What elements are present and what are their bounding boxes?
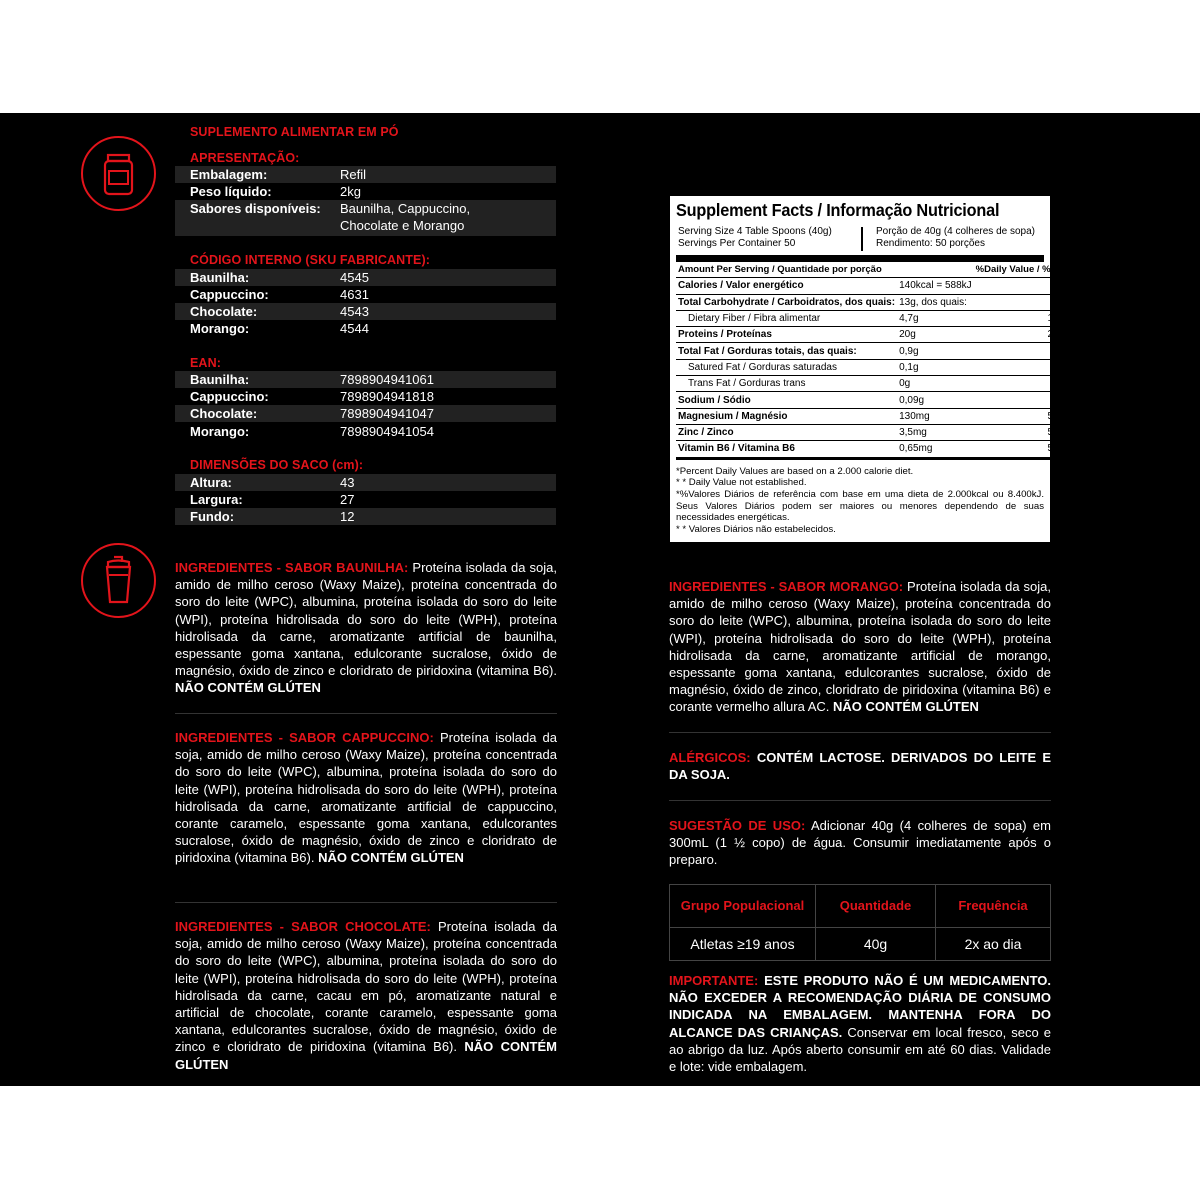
nutrition-footnotes [676, 466, 1044, 536]
nutrient-dv: 7% [974, 278, 1070, 294]
row-label: Peso líquido: [190, 184, 272, 199]
nutrient-dv: 50% [974, 424, 1070, 440]
divider [175, 713, 557, 714]
nutrient-row [676, 376, 1070, 392]
nutrient-row [676, 294, 1070, 310]
row-label: Sabores disponíveis: [190, 201, 321, 216]
row-value: 7898904941047 [340, 406, 434, 421]
serving-info [676, 226, 1044, 262]
row-value: 7898904941818 [340, 389, 434, 404]
nutrient-header-row [676, 262, 1070, 278]
jar-icon-circle [81, 136, 156, 211]
nutrient-row [676, 343, 1070, 359]
dims-heading: DIMENSÕES DO SACO (cm): [190, 458, 364, 472]
gluten-free-note: NÃO CONTÉM GLÚTEN [175, 680, 321, 696]
gluten-free-note: NÃO CONTÉM GLÚTEN [318, 850, 464, 866]
nutrient-dv: 4% [974, 294, 1070, 310]
presentation-row [175, 183, 556, 200]
ingredients-vanilla [175, 559, 557, 697]
row-value: 4544 [340, 321, 369, 336]
nutrient-amount: 0g [897, 376, 974, 392]
row-value: Baunilha, Cappuccino, [340, 201, 471, 216]
important-text: Conservar em local fresco, seco e ao abrigo da luz. Após aberto consumir em até 60 dias. Validade e lote: vide embalagem. [669, 1024, 1052, 1075]
nutrient-amount: 0,1g [897, 359, 974, 375]
nutrient-name: Total Carbohydrate / Carboidratos, dos quais: [676, 294, 897, 310]
allergens-label: ALÉRGICOS: [669, 750, 751, 765]
presentation-row [175, 200, 556, 236]
nutrient-dv: 1% [974, 392, 1070, 408]
nutrient-amount: 0,09g [897, 392, 974, 408]
sku-row [175, 286, 556, 303]
dosage-table [669, 884, 1051, 961]
nutrient-row [676, 310, 1070, 326]
presentation-heading: APRESENTAÇÃO: [190, 151, 300, 165]
row-value-line2: Chocolate e Morango [340, 218, 465, 233]
nutrient-name: Proteins / Proteínas [676, 327, 897, 343]
row-label: Altura: [190, 475, 232, 490]
dosage-header: Grupo Populacional [670, 885, 816, 928]
divider [175, 902, 557, 903]
nutrient-row [676, 327, 1070, 343]
row-value: 2kg [340, 184, 361, 199]
shaker-bottle-icon [83, 545, 154, 616]
nutrient-name: Sodium / Sódio [676, 392, 897, 408]
nutrient-name: Satured Fat / Gorduras saturadas [676, 359, 897, 375]
divider [669, 732, 1051, 733]
sku-row [175, 269, 556, 286]
row-label: Baunilha: [190, 270, 250, 285]
row-value: 27 [340, 492, 355, 507]
row-label: Morango: [190, 424, 250, 439]
nutrient-dv: 27% [974, 327, 1070, 343]
ingredients-label: INGREDIENTES - SABOR CHOCOLATE: [175, 919, 431, 934]
ingredients-text: Proteína isolada da soja, amido de milho ceroso (Waxy Maize), proteína concentrada do soro do leite (WPC), albumina, proteína isolada do soro do leite (WPI), proteína hidrolisada do soro do leite (WPH), proteína hidrolisada da carne, aromatizante artificial de morango, espessante goma xantana, edulcorantes sucralose, óxido de magnésio, óxido de zinco, cloridrato de piridoxina (vitamina B6) e corante vermelho allura AC. [669, 579, 1051, 715]
nutrient-row [676, 392, 1070, 408]
header-amount: Amount Per Serving / Quantidade por porção [676, 262, 974, 278]
nutrient-amount: 13g, dos quais: [897, 294, 974, 310]
ingredients-label: INGREDIENTES - SABOR MORANGO: [669, 579, 904, 594]
dosage-cell: 40g [816, 928, 936, 961]
row-label: Fundo: [190, 509, 235, 524]
divider [669, 800, 1051, 801]
nutrient-name: Calories / Valor energético [676, 278, 897, 294]
nutrient-row [676, 359, 1070, 375]
ean-heading: EAN: [190, 356, 221, 370]
ingredients-cappuccino [175, 729, 557, 867]
ean-row [175, 423, 556, 440]
row-label: Chocolate: [190, 304, 258, 319]
nutrient-amount: 0,9g [897, 343, 974, 359]
presentation-row [175, 166, 556, 183]
nutrient-amount: 20g [897, 327, 974, 343]
row-label: Cappuccino: [190, 389, 269, 404]
nutrient-dv: 50% [974, 441, 1070, 458]
sku-heading: CÓDIGO INTERNO (SKU FABRICANTE): [190, 253, 430, 267]
gluten-free-note: NÃO CONTÉM GLÚTEN [175, 1039, 557, 1072]
product-type-title: SUPLEMENTO ALIMENTAR EM PÓ [190, 125, 399, 139]
dosage-header: Frequência [936, 885, 1051, 928]
nutrient-amount: 140kcal = 588kJ [897, 278, 974, 294]
ingredients-label: INGREDIENTES - SABOR BAUNILHA: [175, 560, 409, 575]
gluten-free-note: NÃO CONTÉM GLÚTEN [833, 699, 979, 715]
row-label: Baunilha: [190, 372, 250, 387]
rendimento: Rendimento: 50 porções [876, 238, 985, 249]
row-label: Largura: [190, 492, 243, 507]
footnote: *%Valores Diários de referência com base em uma dieta de 2.000kcal ou 8.400kJ. Seus Valores Diários podem ser maiores ou menores dependendo de suas necessidades energéticas. [676, 488, 1044, 524]
nutrient-dv: 2% [974, 343, 1070, 359]
nutrient-row [676, 278, 1070, 294]
footnote: *Percent Daily Values are based on a 2.000 calorie diet. [676, 465, 914, 477]
usage-text: Adicionar 40g (4 colheres de sopa) em 300mL (1 ½ copo) de água. Consumir imediatamente após o preparo. [669, 818, 1051, 868]
dims-row [175, 474, 556, 491]
row-label: Morango: [190, 321, 250, 336]
servings-per-container: Servings Per Container 50 [678, 238, 796, 249]
nutrient-dv: 50% [974, 408, 1070, 424]
jar-icon [83, 138, 154, 209]
footnote: * * Valores Diários não estabelecidos. [676, 524, 836, 536]
header-dv: %Daily Value / %VD* [974, 262, 1070, 278]
dosage-cell: Atletas ≥19 anos [670, 928, 816, 961]
ingredients-text: Proteína isolada da soja, amido de milho ceroso (Waxy Maize), proteína concentrada do soro do leite (WPC), albumina, proteína isolada do soro do leite (WPI), proteína hidrolisada do soro do leite (WPH), proteína hidrolisada da carne, aromatizante artificial de cappuccino, corante caramelo, espessante goma xantana, edulcorantes sucralose, óxido de magnésio, óxido de zinco e cloridrato de piridoxina (vitamina B6). [175, 730, 557, 866]
important-warning: ESTE PRODUTO NÃO É UM MEDICAMENTO. NÃO EXCEDER A RECOMENDAÇÃO DIÁRIA DE CONSUMO INDICADA NA EMBALAGEM. MANTENHA FORA DO ALCANCE DAS CRIANÇAS. [669, 973, 1051, 1040]
nutrient-row [676, 424, 1070, 440]
row-value: 4545 [340, 270, 369, 285]
nutrient-row [676, 441, 1070, 458]
ean-row [175, 405, 556, 422]
row-value: 7898904941061 [340, 372, 434, 387]
row-value: 4543 [340, 304, 369, 319]
nutrition-title: Supplement Facts / Informação Nutricional [676, 200, 1000, 220]
footnote: * * Daily Value not established. [676, 477, 807, 489]
serving-info-pt [876, 226, 1035, 250]
ingredients-chocolate [175, 918, 557, 1073]
dims-row [175, 491, 556, 508]
dosage-row [670, 928, 1051, 961]
nutrient-amount: 0,65mg [897, 441, 974, 458]
nutrient-amount: 3,5mg [897, 424, 974, 440]
row-value: Refil [340, 167, 367, 182]
important-note [669, 972, 1051, 1075]
nutrient-amount: 130mg [897, 408, 974, 424]
allergens-note [669, 749, 1051, 783]
usage-label: SUGESTÃO DE USO: [669, 818, 806, 833]
row-label: Chocolate: [190, 406, 258, 421]
ean-row [175, 371, 556, 388]
nutrient-dv: 1% [974, 359, 1070, 375]
dosage-cell: 2x ao dia [936, 928, 1051, 961]
serving-size: Serving Size 4 Table Spoons (40g) [678, 226, 832, 237]
nutrient-amount: 4,7g [897, 310, 974, 326]
sku-row [175, 320, 556, 337]
ean-row [175, 388, 556, 405]
ingredients-strawberry [669, 578, 1051, 716]
nutrient-dv: 19% [974, 310, 1070, 326]
nutrient-name: Magnesium / Magnésio [676, 408, 897, 424]
dosage-header-row [670, 885, 1051, 928]
row-value: 12 [340, 509, 355, 524]
dims-row [175, 508, 556, 525]
shaker-icon-circle [81, 543, 156, 618]
nutrient-name: Dietary Fiber / Fibra alimentar [676, 310, 897, 326]
nutrient-name: Total Fat / Gorduras totais, das quais: [676, 343, 897, 359]
usage-suggestion [669, 817, 1051, 869]
important-label: IMPORTANTE: [669, 973, 759, 988]
nutrient-table [676, 262, 1070, 460]
row-label: Cappuccino: [190, 287, 269, 302]
row-label: Embalagem: [190, 167, 268, 182]
nutrient-dv: * * [974, 376, 1070, 392]
allergens-text: CONTÉM LACTOSE. DERIVADOS DO LEITE E DA SOJA. [669, 750, 1051, 783]
nutrient-row [676, 408, 1070, 424]
ingredients-text: Proteína isolada da soja, amido de milho ceroso (Waxy Maize), proteína concentrada do soro do leite (WPC), albumina, proteína isolada do soro do leite (WPI), proteína hidrolisada do soro do leite (WPH), proteína hidrolisada da carne, aromatizante artificial de baunilha, espessante goma xantana, edulcorante sucralose, óxido de magnésio, óxido de zinco e cloridrato de piridoxina (vitamina B6). [175, 560, 557, 679]
nutrient-name: Zinc / Zinco [676, 424, 897, 440]
ingredients-text: Proteína isolada da soja, amido de milho ceroso (Waxy Maize), proteína concentrada do soro do leite (WPC), albumina, proteína isolada do soro do leite (WPI), proteína hidrolisada do soro do leite (WPH), proteína hidrolisada da carne, cacau em pó, aromatizante natural e artificial de chocolate, corante caramelo, espessante goma xantana, edulcorantes sucralose, óxido de magnésio, óxido de zinco e cloridrato de piridoxina (vitamina B6). [175, 919, 557, 1055]
serving-divider [861, 227, 863, 251]
row-value: 7898904941054 [340, 424, 434, 439]
serving-info-en [678, 226, 832, 250]
row-value: 4631 [340, 287, 369, 302]
nutrient-name: Trans Fat / Gorduras trans [676, 376, 897, 392]
nutrient-name: Vitamin B6 / Vitamina B6 [676, 441, 897, 458]
nutrition-facts-table [669, 195, 1068, 543]
sku-row [175, 303, 556, 320]
ingredients-label: INGREDIENTES - SABOR CAPPUCCINO: [175, 730, 434, 745]
porcao: Porção de 40g (4 colheres de sopa) [876, 226, 1035, 237]
row-value: 43 [340, 475, 355, 490]
dosage-header: Quantidade [816, 885, 936, 928]
